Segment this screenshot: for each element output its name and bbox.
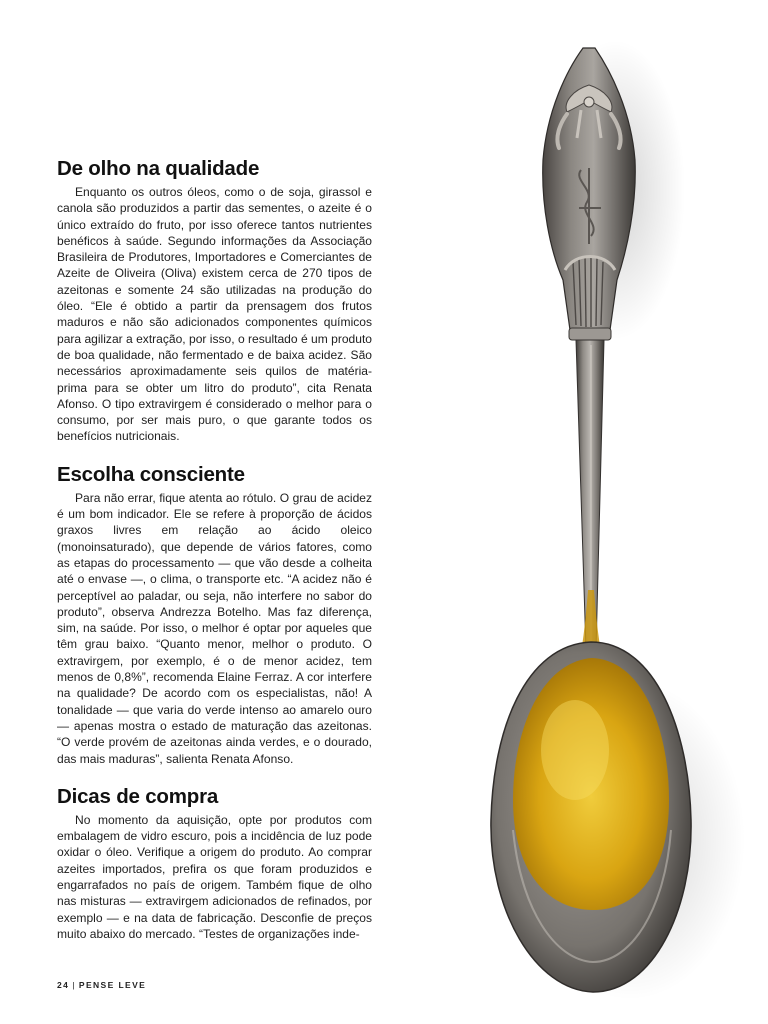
section-body-buying-tips: No momento da aquisição, opte por produtos com embalagem de vidro escuro, pois a incidência de luz pode oxidar o óleo. Verifique a origem do produto. Ao comprar azeites importados, prefira os que foram produzidos e engarrafados no país de origem. Também fique de olho nas misturas — extravirgem adicionados de refinados, por exemplo — e na data de fabricação. Desconfie de preços muito abaixo do mercado. “Testes de organizações inde- <box>57 812 372 941</box>
page-folio <box>57 980 146 990</box>
section-title-quality: De olho na qualidade <box>57 157 260 180</box>
section-title-choice: Escolha consciente <box>57 462 245 486</box>
section-title-buying-tips: Dicas de compra <box>57 784 219 808</box>
section-body-quality: Enquanto os outros óleos, como o de soja, girassol e canola são produzidos a partir das sementes, o azeite é o único extraído do fruto, por isso oferece tantos nutrientes benéficos à saúde. Segundo informações da Associação Brasileira de Produtores, Importadores e Comerciantes de Azeite de Oliveira (Oliva) existem cerca de 270 tipos de azeitonas e somente 24 são utilizadas na produção do óleo. “Ele é obtido a partir da prensagem dos frutos maduros e não são adicionados componentes químicos para agilizar a extração, por isso, o resultado é um produto de boa qualidade, não fermentado e de baixa acidez. São necessários aproximadamente seis quilos de matéria-prima para se obter um litro do produto”, cita Renata Afonso. O tipo extravirgem é considerado o melhor para o consumo, por ser mais puro, o que garante todos os benefícios nutricionais. <box>57 185 372 444</box>
magazine-name: PENSE LEVE <box>78 980 147 990</box>
spoon-with-oil-icon <box>455 30 745 1005</box>
page-number: 24 <box>57 980 70 990</box>
spoon-photo <box>455 30 745 1005</box>
section-body-choice: Para não errar, fique atenta ao rótulo. O grau de acidez é um bom indicador. Ele se refere à proporção de ácidos graxos livres em relação ao ácido oleico (monoinsaturado), que depende de vários fatores, como as etapas do processamento — que vão desde a colheita até o envase —, o clima, o transporte etc. “A acidez não é perceptível ao paladar, ou seja, não interfere no sabor do produto”, observa Andrezza Botelho. Mas faz diferença, sim, na saúde. Por isso, o melhor é optar por aqueles que têm grau baixo. “Quanto menor, melhor o produto. O extravirgem, por exemplo, é o de menor acidez, tem menos de 0,8%”, recomenda Elaine Ferraz. A cor interfere na qualidade? De acordo com os especialistas, não! A tonalidade — que varia do verde intenso ao amarelo ouro — apenas mostra o estado de maturação das azeitonas. “O verde provém de azeitonas ainda verdes, e o dourado, das mais maduras”, salienta Renata Afonso. <box>57 490 372 766</box>
article-column <box>57 157 372 942</box>
folio-separator: | <box>72 980 76 990</box>
